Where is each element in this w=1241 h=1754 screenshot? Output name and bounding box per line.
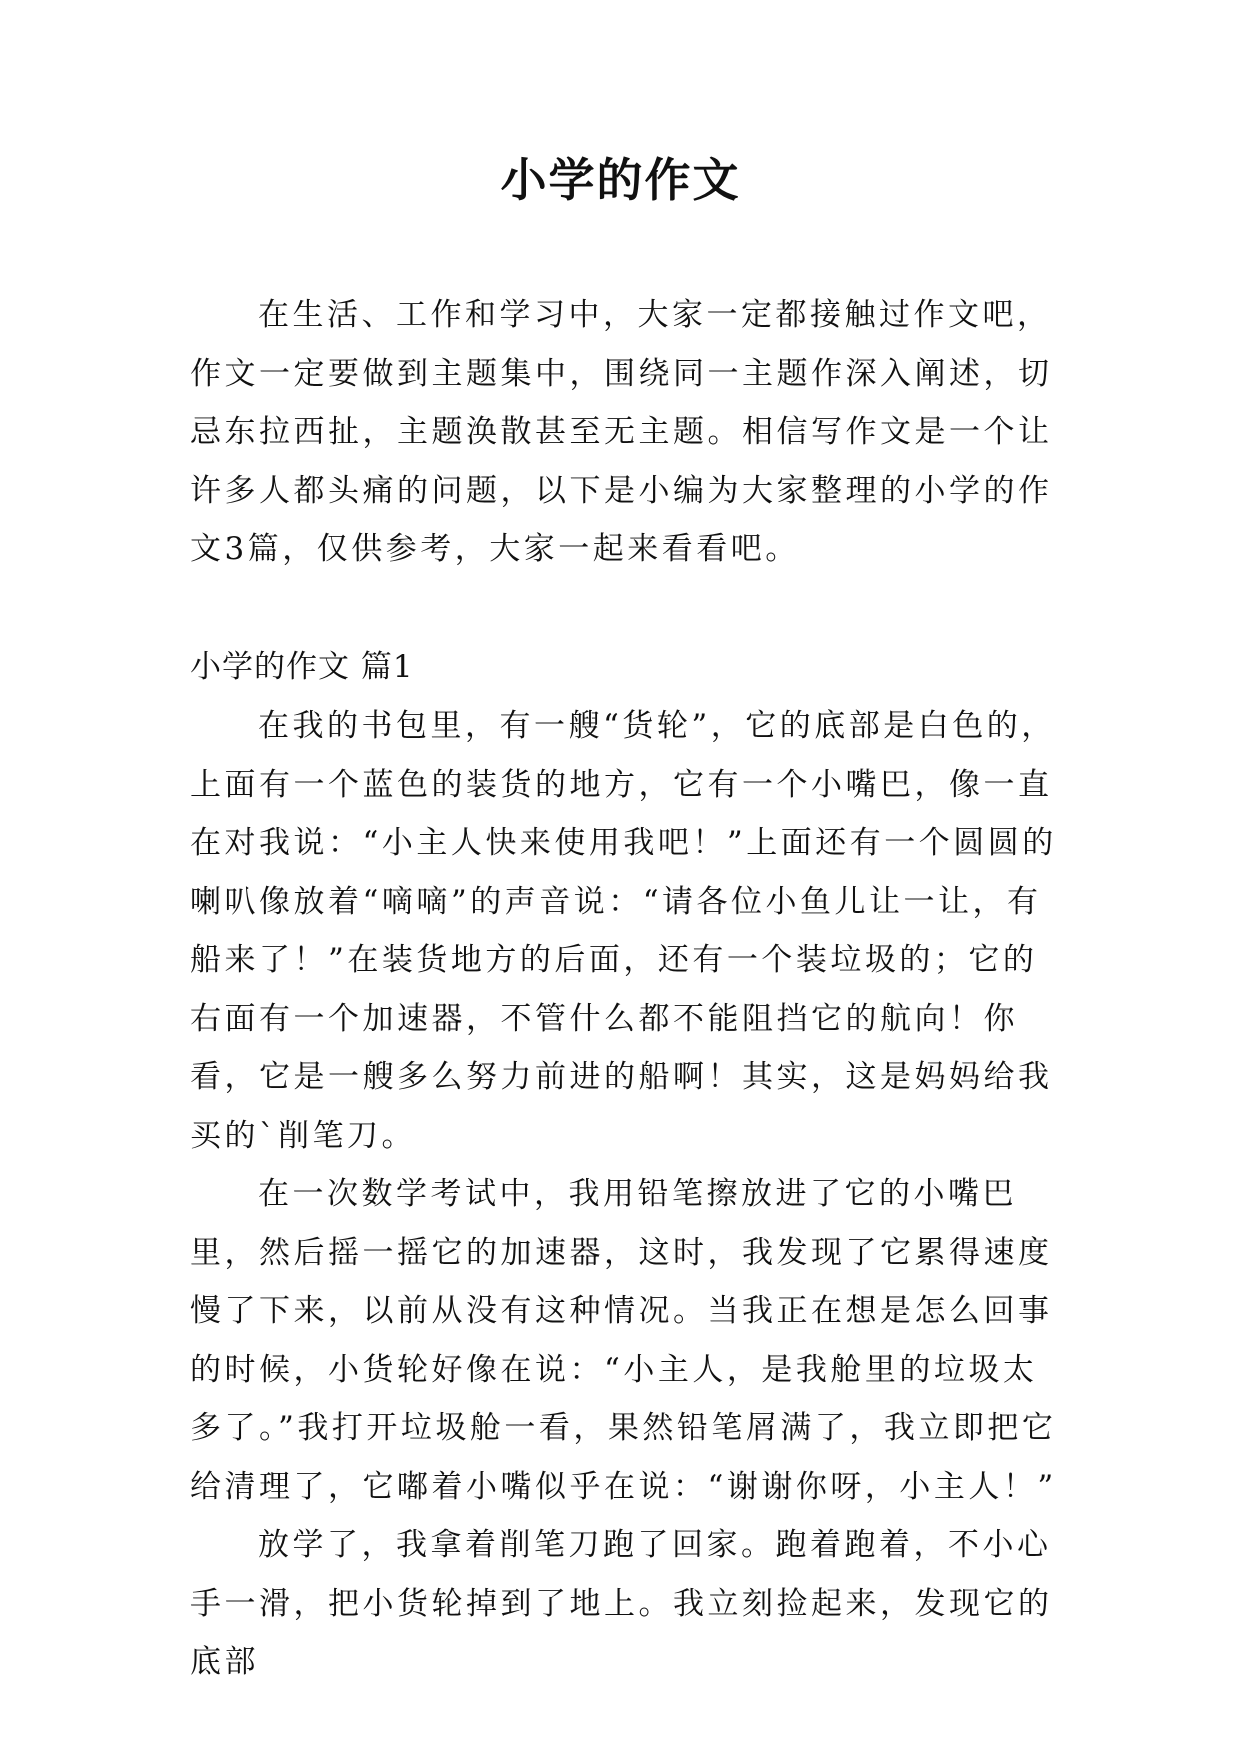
essay-body <box>190 697 1060 1692</box>
intro-section <box>190 286 1060 579</box>
intro-paragraph: 在生活、工作和学习中，大家一定都接触过作文吧，作文一定要做到主题集中，围绕同一主题作深入阐述，切忌东拉西扯，主题涣散甚至无主题。相信写作文是一个让许多人都头痛的问题，以下是小编为大家整理的小学的作文3篇，仅供参考，大家一起来看看吧。 <box>190 297 1053 567</box>
essay-paragraph-3: 放学了，我拿着削笔刀跑了回家。跑着跑着，不小心手一滑，把小货轮掉到了地上。我立刻捡起来，发现它的底部 <box>190 1527 1053 1680</box>
essay-paragraph-2: 在一次数学考试中，我用铅笔擦放进了它的小嘴巴里，然后摇一摇它的加速器，这时，我发现了它累得速度慢了下来，以前从没有这种情况。当我正在想是怎么回事的时候，小货轮好像在说：“小主人，是我舱里的垃圾太多了。”我打开垃圾舱一看，果然铅笔屑满了，我立即把它给清理了，它嘟着小嘴似乎在说：“谢谢你呀，小主人！” <box>190 1176 1057 1505</box>
document-title: 小学的作文 <box>500 153 741 207</box>
essay-heading: 小学的作文 篇1 <box>190 649 414 685</box>
essay-paragraph-1: 在我的书包里，有一艘“货轮”，它的底部是白色的，上面有一个蓝色的装货的地方，它有一个小嘴巴，像一直在对我说：“小主人快来使用我吧！”上面还有一个圆圆的喇叭像放着“嘀嘀”的声音说：“请各位小鱼儿让一让，有船来了！”在装货地方的后面，还有一个装垃圾的；它的右面有一个加速器，不管什么都不能阻挡它的航向！你看，它是一艘多么努力前进的船啊！其实，这是妈妈给我买的`削笔刀。 <box>190 708 1057 1154</box>
